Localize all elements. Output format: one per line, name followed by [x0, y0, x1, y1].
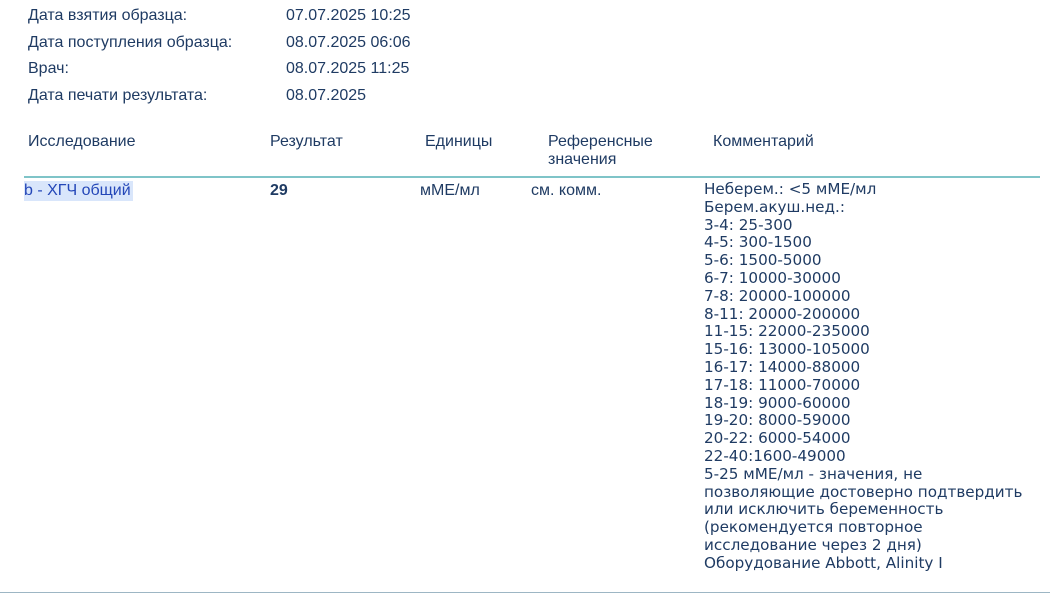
receipt-date-label: Дата поступления образца:	[28, 34, 233, 51]
comment-line: Неберем.: <5 мМЕ/мл	[704, 180, 877, 198]
header-result: Результат	[270, 133, 343, 150]
doctor-value: 08.07.2025 11:25	[286, 60, 410, 77]
comment-line: 5-25 мМЕ/мл - значения, не	[704, 464, 923, 483]
comment-line: 11-15: 22000-235000	[704, 322, 870, 341]
comment-line: 6-7: 10000-30000	[704, 268, 841, 287]
comment-line: 4-5: 300-1500	[704, 233, 812, 252]
test-name: b - ХГЧ общий	[24, 182, 131, 199]
comment-line: позволяющие достоверно подтвердить	[704, 482, 1023, 501]
comment-line: 16-17: 14000-88000	[704, 357, 861, 376]
comment-line: 22-40:1600-49000	[704, 446, 846, 465]
comment-list	[704, 181, 1044, 573]
bottom-divider	[0, 592, 1050, 593]
comment-line: 20-22: 6000-54000	[704, 429, 851, 448]
sample-date-label: Дата взятия образца:	[28, 7, 188, 24]
header-units: Единицы	[425, 133, 493, 150]
comment-line: Берем.акуш.нед.:	[704, 197, 845, 216]
units-value: мМЕ/мл	[420, 182, 480, 199]
print-date-label: Дата печати результата:	[28, 87, 208, 104]
header-divider	[24, 176, 1040, 178]
header-reference	[548, 133, 653, 169]
comment-line: 8-11: 20000-200000	[704, 304, 861, 323]
comment-line: (рекомендуется повторное	[704, 518, 923, 537]
comment-line: 5-6: 1500-5000	[704, 251, 822, 270]
comment-line: Оборудование Abbott, Alinity I	[704, 553, 943, 572]
print-date-value: 08.07.2025	[286, 87, 367, 104]
header-comment: Комментарий	[713, 133, 814, 150]
header-reference-line1: Референсные	[548, 133, 653, 150]
doctor-label: Врач:	[28, 60, 69, 77]
receipt-date-value: 08.07.2025 06:06	[286, 34, 411, 51]
header-test: Исследование	[28, 133, 136, 150]
comment-line: исследование через 2 дня)	[704, 535, 922, 554]
comment-line: 19-20: 8000-59000	[704, 411, 851, 430]
header-reference-line2: значения	[548, 151, 617, 168]
sample-date-value: 07.07.2025 10:25	[286, 7, 411, 24]
result-value: 29	[270, 182, 288, 199]
comment-line: 18-19: 9000-60000	[704, 393, 851, 412]
comment-line: 15-16: 13000-105000	[704, 340, 870, 359]
reference-value: см. комм.	[531, 182, 602, 199]
comment-line: 7-8: 20000-100000	[704, 286, 851, 305]
comment-line: или исключить беременность	[704, 500, 944, 519]
comment-line: 3-4: 25-300	[704, 215, 793, 234]
comment-line: 17-18: 11000-70000	[704, 375, 861, 394]
